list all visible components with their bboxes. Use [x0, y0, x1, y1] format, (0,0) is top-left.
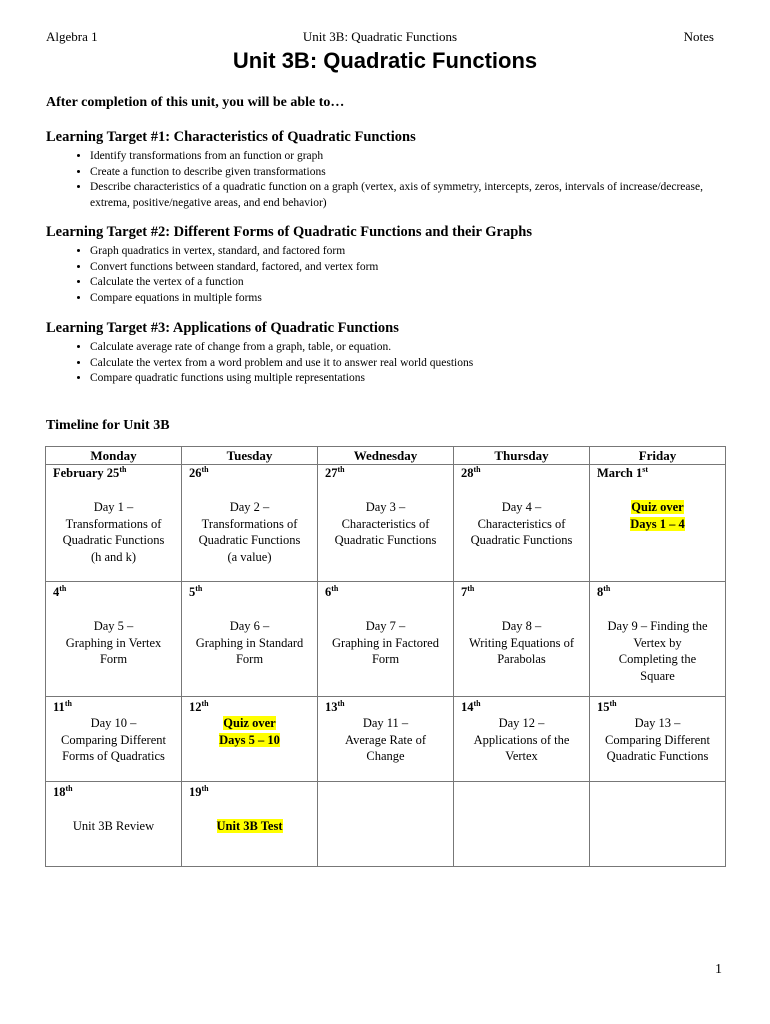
event-line: [456, 732, 587, 749]
target-list: [46, 149, 726, 211]
intro-text: After completion of this unit, you will be able to…: [46, 95, 345, 110]
highlighted-event-line: [184, 818, 315, 835]
highlighted-event-line: [184, 732, 315, 749]
day-date: [46, 582, 181, 600]
event-line: [320, 532, 451, 549]
event-line: [184, 532, 315, 549]
day-date: [46, 697, 181, 715]
event-line: [48, 618, 179, 635]
calendar-day-cell: [318, 697, 454, 782]
list-item: • Graph quadratics in vertex, standard, and factored form: [90, 244, 726, 260]
date-number: 13: [325, 700, 338, 715]
date-suffix: th: [473, 699, 481, 708]
date-number: 5: [189, 585, 196, 600]
event-text: Day 12 –: [498, 716, 545, 731]
event-text: Day 13 –: [634, 716, 681, 731]
event-line: [48, 748, 179, 765]
learning-target-2: [46, 224, 726, 306]
day-content: [182, 499, 317, 565]
event-line: [48, 532, 179, 549]
timeline-title: Timeline for Unit 3B: [46, 418, 170, 433]
calendar-day-cell: [318, 782, 454, 867]
day-content: [46, 618, 181, 668]
timeline-calendar: [45, 446, 726, 867]
event-text: Day 4 –: [501, 500, 542, 515]
event-text: Days 1 – 4: [630, 516, 685, 531]
event-line: [456, 715, 587, 732]
event-text: Forms of Quadratics: [62, 749, 165, 764]
list-item: • Create a function to describe given transformations: [90, 165, 726, 181]
target-heading: Learning Target #3: Applications of Quadratic Functions: [46, 320, 399, 336]
event-text: Applications of the: [473, 732, 570, 747]
event-text: Transformations of: [65, 516, 162, 531]
event-text: (a value): [227, 549, 272, 564]
calendar-day-cell: [318, 582, 454, 697]
day-content: [46, 715, 181, 765]
event-text: Day 3 –: [365, 500, 406, 515]
list-item: • Identify transformations from an function or graph: [90, 149, 726, 165]
day-date: [454, 697, 589, 715]
event-text: Days 5 – 10: [219, 732, 280, 747]
calendar-day-cell: [46, 782, 182, 867]
date-number: 14: [461, 700, 474, 715]
event-text: Graphing in Factored: [332, 635, 439, 650]
calendar-day-cell: [46, 465, 182, 582]
calendar-day-cell: [182, 582, 318, 697]
day-date: [182, 465, 317, 481]
event-text: Unit 3B Test: [216, 819, 283, 834]
calendar-day-cell: [182, 782, 318, 867]
event-line: [184, 549, 315, 566]
event-text: Change: [366, 749, 405, 764]
date-suffix: th: [467, 584, 475, 593]
event-line: [320, 748, 451, 765]
day-content: [46, 499, 181, 565]
calendar-week-row: [46, 782, 726, 867]
date-suffix: st: [642, 465, 649, 474]
day-date: [590, 465, 725, 481]
event-text: Quiz over: [223, 716, 276, 731]
day-date: [182, 697, 317, 715]
day-content: [182, 618, 317, 668]
date-number: 26: [189, 466, 202, 481]
date-suffix: th: [331, 584, 339, 593]
target-list: [46, 340, 726, 387]
calendar-week-row: [46, 697, 726, 782]
highlighted-event-line: [592, 499, 723, 516]
event-text: Vertex: [505, 749, 538, 764]
day-content: [454, 618, 589, 668]
day-content: [318, 499, 453, 549]
event-text: Day 11 –: [362, 716, 409, 731]
learning-target-3: [46, 320, 726, 387]
target-list: [46, 244, 726, 306]
date-number: 18: [53, 785, 66, 800]
event-text: Day 8 –: [501, 619, 542, 634]
event-line: [592, 618, 723, 635]
date-suffix: th: [337, 699, 345, 708]
day-date: [454, 465, 589, 481]
header-notes: Notes: [683, 29, 714, 44]
page-number: 1: [715, 962, 722, 977]
header-unit: Unit 3B: Quadratic Functions: [302, 29, 458, 44]
day-date: [318, 582, 453, 600]
date-number: 12: [189, 700, 202, 715]
list-item: • Convert functions between standard, factored, and vertex form: [90, 260, 726, 276]
day-date: [590, 782, 725, 784]
date-number: 19: [189, 785, 202, 800]
date-suffix: th: [59, 584, 67, 593]
event-line: [592, 748, 723, 765]
day-date: [454, 782, 589, 784]
event-line: [456, 532, 587, 549]
event-text: Quadratic Functions: [62, 533, 165, 548]
day-header: Tuesday: [182, 447, 318, 465]
date-suffix: th: [119, 465, 127, 474]
event-line: [48, 499, 179, 516]
event-text: Form: [235, 652, 264, 667]
event-line: [48, 732, 179, 749]
calendar-day-cell: [590, 465, 726, 582]
event-text: Comparing Different: [605, 732, 710, 747]
event-text: Day 2 –: [229, 500, 270, 515]
day-content: [182, 818, 317, 835]
calendar-day-cell: [590, 782, 726, 867]
event-text: Day 10 –: [90, 716, 137, 731]
date-number: 8: [597, 585, 604, 600]
list-item: • Compare quadratic functions using multiple representations: [90, 371, 726, 387]
list-item: • Calculate the vertex from a word problem and use it to answer real world questions: [90, 356, 726, 372]
event-text: Quiz over: [631, 500, 684, 515]
list-item: • Calculate average rate of change from a graph, table, or equation.: [90, 340, 726, 356]
event-line: [592, 715, 723, 732]
event-text: Day 5 –: [93, 619, 134, 634]
event-line: [592, 651, 723, 668]
day-content: [590, 499, 725, 532]
day-date: [46, 782, 181, 800]
event-text: Square: [640, 668, 675, 683]
highlighted-event-line: [592, 516, 723, 533]
date-suffix: th: [65, 784, 73, 793]
event-line: [320, 618, 451, 635]
calendar-week-row: [46, 582, 726, 697]
event-text: Vertex by: [633, 635, 682, 650]
date-suffix: th: [201, 465, 209, 474]
event-line: [320, 635, 451, 652]
date-number: 6: [325, 585, 332, 600]
event-text: Writing Equations of: [468, 635, 575, 650]
event-line: [48, 635, 179, 652]
day-date: [182, 582, 317, 600]
event-line: [320, 651, 451, 668]
list-item: • Calculate the vertex of a function: [90, 275, 726, 291]
day-content: [590, 715, 725, 765]
event-text: Graphing in Standard: [195, 635, 304, 650]
event-line: [184, 651, 315, 668]
day-content: [590, 618, 725, 684]
event-line: [592, 635, 723, 652]
event-text: Comparing Different: [61, 732, 166, 747]
event-text: Day 7 –: [365, 619, 406, 634]
day-header: Thursday: [454, 447, 590, 465]
event-line: [48, 715, 179, 732]
date-suffix: th: [337, 465, 345, 474]
event-line: [320, 715, 451, 732]
event-line: [320, 516, 451, 533]
event-line: [48, 516, 179, 533]
calendar-day-cell: [454, 582, 590, 697]
event-line: [184, 635, 315, 652]
day-header: Monday: [46, 447, 182, 465]
page-title: Unit 3B: Quadratic Functions: [232, 48, 538, 73]
target-heading: Learning Target #1: Characteristics of Quadratic Functions: [46, 129, 416, 145]
day-header: Wednesday: [318, 447, 454, 465]
event-line: [456, 635, 587, 652]
date-number: 7: [461, 585, 468, 600]
event-text: Form: [99, 652, 128, 667]
event-text: Characteristics of: [341, 516, 430, 531]
day-content: [318, 618, 453, 668]
calendar-header-row: [46, 447, 726, 465]
day-date: [46, 465, 181, 481]
event-line: [592, 732, 723, 749]
header-course: Algebra 1: [46, 29, 98, 44]
date-suffix: th: [473, 465, 481, 474]
event-text: (h and k): [90, 549, 137, 564]
event-line: [48, 651, 179, 668]
calendar-day-cell: [318, 465, 454, 582]
calendar-day-cell: [590, 697, 726, 782]
event-line: [456, 651, 587, 668]
calendar-day-cell: [454, 465, 590, 582]
event-text: Form: [371, 652, 400, 667]
event-text: Quadratic Functions: [198, 533, 301, 548]
date-number: 28: [461, 466, 474, 481]
event-text: Quadratic Functions: [470, 533, 573, 548]
list-item: • Compare equations in multiple forms: [90, 291, 726, 307]
event-line: [48, 549, 179, 566]
day-content: [454, 499, 589, 549]
event-text: Day 6 –: [229, 619, 270, 634]
date-suffix: th: [201, 699, 209, 708]
event-line: [456, 618, 587, 635]
date-suffix: th: [195, 584, 203, 593]
event-text: Characteristics of: [477, 516, 566, 531]
day-date: [590, 582, 725, 600]
day-content: [318, 715, 453, 765]
highlighted-event-line: [184, 715, 315, 732]
target-heading: Learning Target #2: Different Forms of Quadratic Functions and their Graphs: [46, 224, 533, 240]
calendar-day-cell: [182, 697, 318, 782]
event-text: Graphing in Vertex: [65, 635, 162, 650]
event-text: Transformations of: [201, 516, 298, 531]
date-number: 27: [325, 466, 338, 481]
day-date: [318, 465, 453, 481]
event-line: [456, 748, 587, 765]
calendar-day-cell: [182, 465, 318, 582]
page-header: [46, 29, 714, 45]
event-text: Unit 3B Review: [72, 819, 155, 834]
date-number: 11: [53, 700, 65, 715]
event-text: Quadratic Functions: [606, 749, 709, 764]
day-date: [454, 582, 589, 600]
day-date: [318, 697, 453, 715]
date-number: February 25: [53, 466, 120, 481]
date-suffix: th: [603, 584, 611, 593]
event-line: [184, 499, 315, 516]
day-date: [318, 782, 453, 784]
event-text: Parabolas: [497, 652, 546, 667]
date-suffix: th: [609, 699, 617, 708]
event-text: Day 9 – Finding the: [607, 619, 708, 634]
event-line: [592, 668, 723, 685]
date-suffix: th: [201, 784, 209, 793]
event-line: [48, 818, 179, 835]
calendar-week-row: [46, 465, 726, 582]
event-text: Completing the: [618, 652, 697, 667]
event-line: [184, 516, 315, 533]
day-header: Friday: [590, 447, 726, 465]
learning-target-1: [46, 129, 726, 211]
event-line: [320, 499, 451, 516]
calendar-day-cell: [46, 582, 182, 697]
calendar-day-cell: [46, 697, 182, 782]
day-content: [182, 715, 317, 748]
event-line: [320, 732, 451, 749]
calendar-day-cell: [454, 697, 590, 782]
date-number: March 1: [597, 466, 643, 481]
event-text: Day 1 –: [93, 500, 134, 515]
day-content: [46, 818, 181, 835]
calendar-day-cell: [454, 782, 590, 867]
day-date: [182, 782, 317, 800]
day-content: [454, 715, 589, 765]
date-number: 15: [597, 700, 610, 715]
day-date: [590, 697, 725, 715]
calendar-day-cell: [590, 582, 726, 697]
list-item: • Describe characteristics of a quadratic function on a graph (vertex, axis of symmetry, intercepts, zeros, intervals of increase/decrease, extrema, positive/negative areas, and end behavior): [90, 180, 726, 211]
date-suffix: th: [64, 699, 72, 708]
date-number: 4: [53, 585, 60, 600]
event-line: [456, 516, 587, 533]
event-line: [184, 618, 315, 635]
event-line: [456, 499, 587, 516]
event-text: Quadratic Functions: [334, 533, 437, 548]
event-text: Average Rate of: [345, 732, 426, 747]
